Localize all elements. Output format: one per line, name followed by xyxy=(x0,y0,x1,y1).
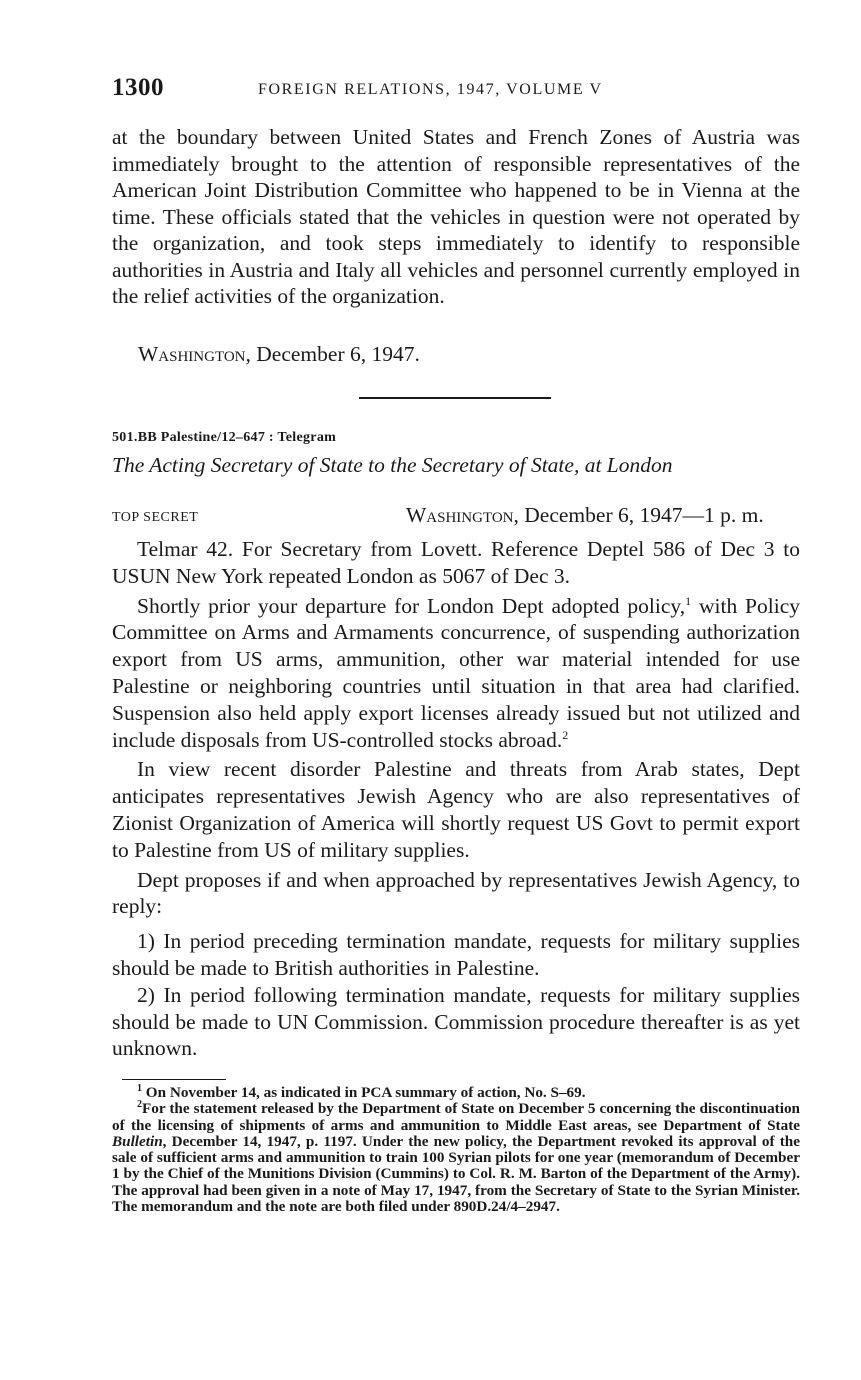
section-divider xyxy=(359,397,551,399)
telegram-paragraph: In view recent disorder Palestine and threats from Arab states, Dept anticipates representatives Jewish Agency who are also representatives of Zionist Organization of America will shortly request US Govt to permit export to Palestine from US of military supplies. xyxy=(112,757,800,862)
classification-label: TOP SECRET xyxy=(112,510,199,525)
continuation-text xyxy=(112,124,800,310)
footnotes xyxy=(112,1082,800,1216)
telegram-paragraph: Telmar 42. For Secretary from Lovett. Reference Deptel 586 of Dec 3 to USUN New York repeated London as 5067 of Dec 3. xyxy=(112,537,800,588)
signoff-place: Washington xyxy=(138,342,246,366)
document-title-suffix: , at London xyxy=(573,453,673,477)
reply-item: 2) In period following termination mandate, requests for military supplies should be made to UN Commission. Commission procedure thereafter is as yet unknown. xyxy=(112,982,800,1061)
document-title-main: The Acting Secretary of State to the Secretary of State xyxy=(112,453,574,477)
dateline xyxy=(406,503,764,528)
footnote-text: , December 14, 1947, p. 1197. Under the new policy, the Department revoked its approval of the sale of sufficient arms and ammunition to train 100 Syrian pilots for one year (memorandum of December 1 by the Chief of the Munitions Division (Cummins) to Col. R. M. Barton of the Department of the Army). The approval had been given in a note of May 17, 1947, from the Secretary of State to the Syrian Minister. The memorandum and the note are both filed under 890D.24/4–2947. xyxy=(112,1132,800,1216)
dateline-place: Washington xyxy=(406,503,514,527)
telegram-paragraph xyxy=(112,593,800,754)
footnote-italic: Bulletin xyxy=(112,1132,163,1150)
footnote-marker: 1 xyxy=(137,1082,142,1094)
footnote-divider xyxy=(122,1079,226,1080)
footnote-marker: 2 xyxy=(562,727,569,742)
signoff xyxy=(138,342,420,367)
paragraph-text: with Policy Committee on Arms and Armaments concurrence, of suspending authorization export from US arms, ammunition, other war material intended for use Palestine or neighboring countries until situation in that area had clarified. Suspension also held apply export licenses already issued but not utilized and include disposals from US-controlled stocks abroad. xyxy=(112,593,801,752)
footnote-text: On November 14, as indicated in PCA summary of action, No. S–69. xyxy=(142,1084,586,1101)
footnote-marker: 1 xyxy=(685,593,692,608)
running-head: FOREIGN RELATIONS, 1947, VOLUME V xyxy=(258,81,603,98)
footnote-text: For the statement released by the Department of State on December 5 concerning the discontinuation of the licensing of shipments of arms and ammunition to Middle East areas, see Department of State xyxy=(112,1100,800,1134)
signoff-date: , December 6, 1947. xyxy=(245,342,420,366)
paragraph-text: Shortly prior your departure for London Dept adopted policy, xyxy=(137,593,686,618)
footnote-1 xyxy=(112,1082,800,1101)
telegram-body xyxy=(112,536,800,1062)
file-reference: 501.BB Palestine/12–647 : Telegram xyxy=(112,430,337,445)
page-number: 1300 xyxy=(112,74,164,101)
reply-item: 1) In period preceding termination mandate, requests for military supplies should be made to British authorities in Palestine. xyxy=(112,929,800,980)
footnote-marker: 2 xyxy=(137,1099,142,1111)
telegram-paragraph: Dept proposes if and when approached by representatives Jewish Agency, to reply: xyxy=(112,867,800,919)
page-header xyxy=(112,74,802,108)
continuation-paragraph: at the boundary between United States and French Zones of Austria was immediately brought to the attention of responsible representatives of the American Joint Distribution Committee who happened to be in Vienna at the time. These officials stated that the vehicles in question were not operated by the organization, and took steps immediately to identify to responsible authorities in Austria and Italy all vehicles and personnel currently employed in the relief activities of the organization. xyxy=(112,125,800,308)
document-title xyxy=(112,453,802,478)
footnote-2 xyxy=(112,1101,800,1215)
dateline-date: , December 6, 1947—1 p. m. xyxy=(513,503,764,527)
